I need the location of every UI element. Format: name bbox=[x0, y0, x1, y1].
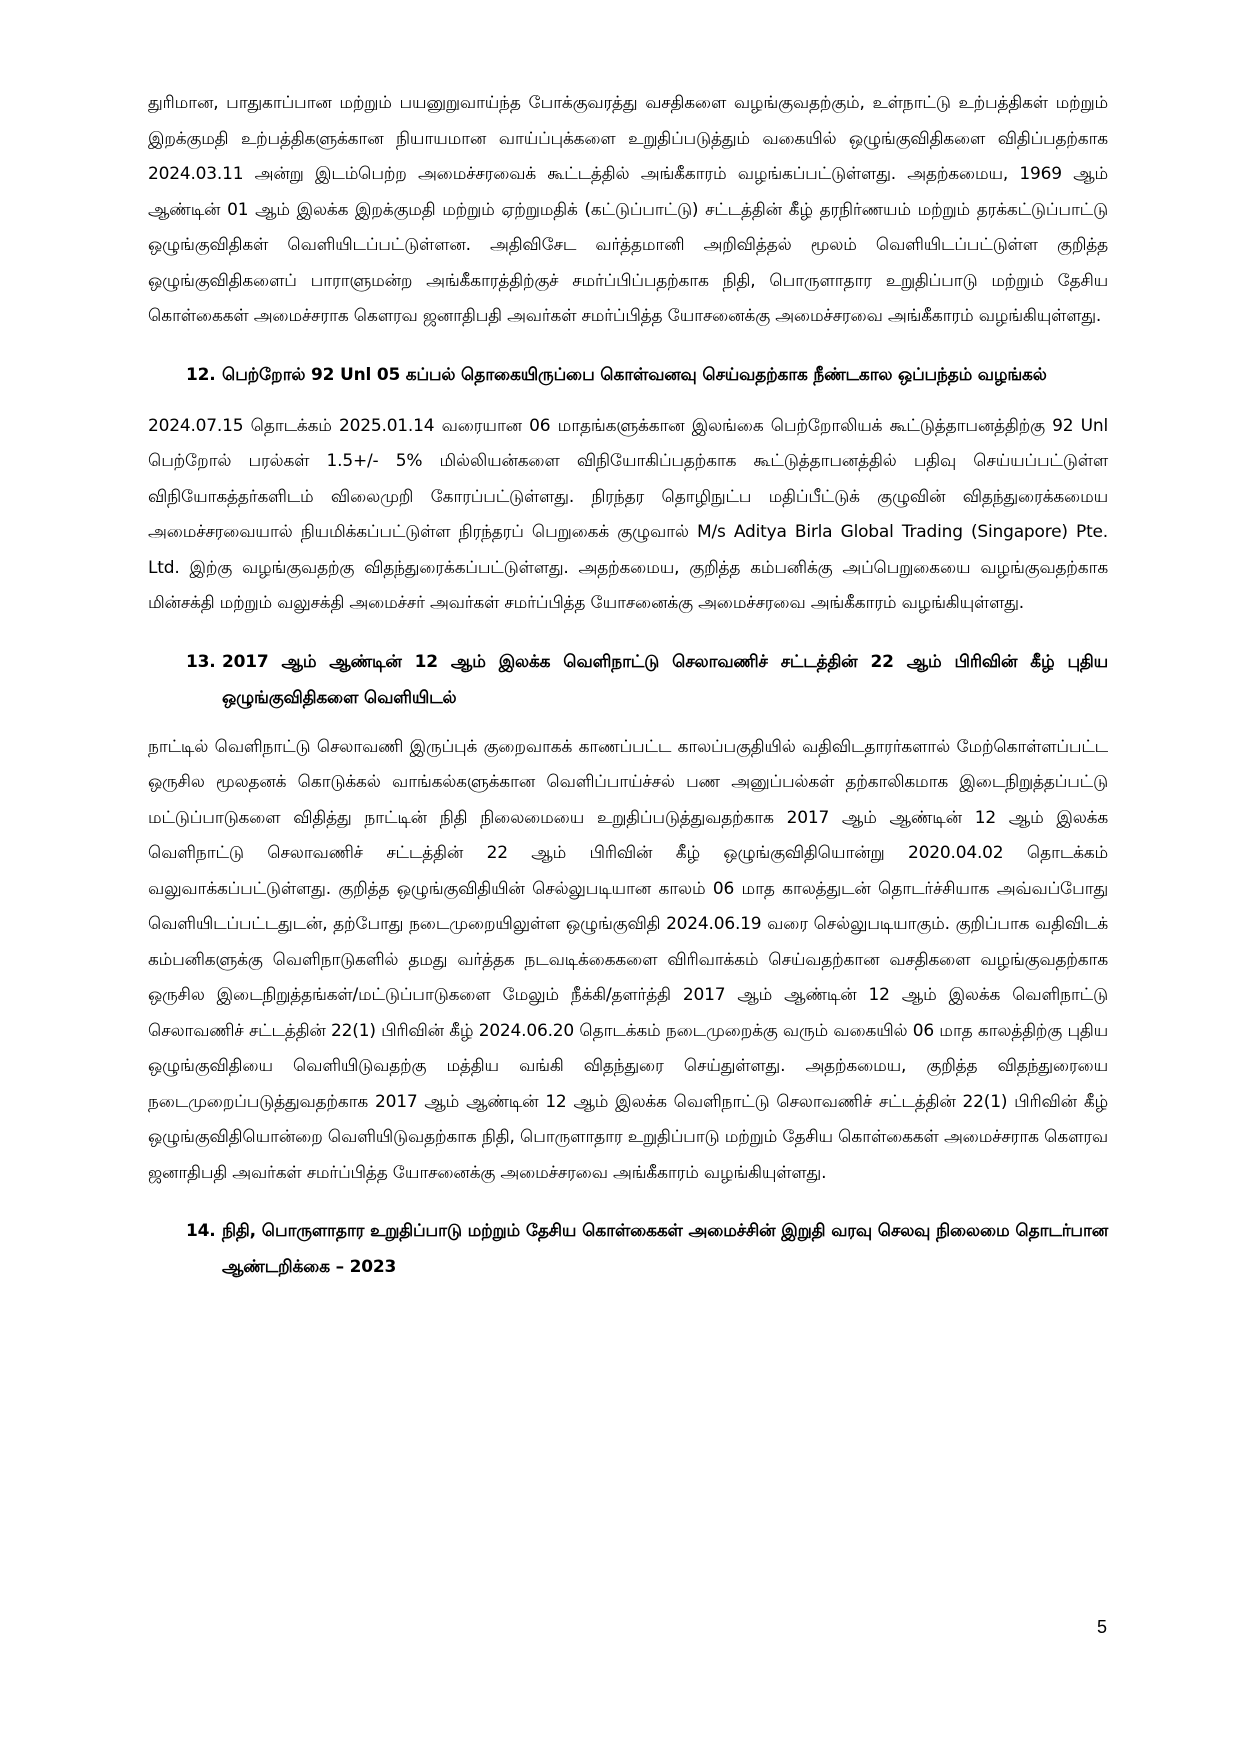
item-13-heading bbox=[148, 644, 1108, 716]
intro-paragraph: துரிமான, பாதுகாப்பான மற்றும் பயனுறுவாய்ந்த போக்குவரத்து வசதிகளை வழங்குவதற்கும், உள்நாட்டு உற்பத்திகள் மற்றும் இறக்குமதி உற்பத்திகளுக்கான நியாயமான வாய்ப்புக்களை உறுதிப்படுத்தும் வகையில் ஒழுங்குவிதிகளை விதிப்பதற்காக 2024.03.11 அன்று இடம்பெற்ற அமைச்சரவைக் கூட்டத்தில் அங்கீகாரம் வழங்கப்பட்டுள்ளது. அதற்கமைய, 1969 ஆம் ஆண்டின் 01 ஆம் இலக்க இறக்குமதி மற்றும் ஏற்றுமதிக் (கட்டுப்பாட்டு) சட்டத்தின் கீழ் தரநிர்ணயம் மற்றும் தரக்கட்டுப்பாட்டு ஒழுங்குவிதிகள் வெளியிடப்பட்டுள்ளன. அதிவிசேட வர்த்தமானி அறிவித்தல் மூலம் வெளியிடப்பட்டுள்ள குறித்த ஒழுங்குவிதிகளைப் பாராளுமன்ற அங்கீகாரத்திற்குச் சமர்ப்பிப்பதற்காக நிதி, பொருளாதார உறுதிப்பாடு மற்றும் தேசிய கொள்கைகள் அமைச்சராக கௌரவ ஜனாதிபதி அவர்கள் சமர்ப்பித்த யோசனைக்கு அமைச்சரவை அங்கீகாரம் வழங்கியுள்ளது. bbox=[148, 93, 1108, 326]
item-14-title: நிதி, பொருளாதார உறுதிப்பாடு மற்றும் தேசிய கொள்கைகள் அமைச்சின் இறுதி வரவு செலவு நிலைமை தொடர்பான ஆண்டறிக்கை – 2023 bbox=[222, 1221, 1108, 1277]
item-12-number: 12. bbox=[186, 364, 216, 385]
item-13-title: 2017 ஆம் ஆண்டின் 12 ஆம் இலக்க வெளிநாட்டு செலாவணிச் சட்டத்தின் 22 ஆம் பிரிவின் கீழ் புதிய ஒழுங்குவிதிகளை வெளியிடல் bbox=[222, 651, 1108, 708]
item-14-heading bbox=[148, 1213, 1108, 1285]
item-13-number: 13. bbox=[186, 651, 216, 672]
page-number: 5 bbox=[1097, 1617, 1108, 1637]
item-12-heading bbox=[148, 357, 1108, 393]
document-page bbox=[148, 86, 1108, 1285]
item-14-number: 14. bbox=[186, 1221, 216, 1241]
item-13-paragraph: நாட்டில் வெளிநாட்டு செலாவணி இருப்புக் குறைவாகக் காணப்பட்ட காலப்பகுதியில் வதிவிடதாரர்களால் மேற்கொள்ளப்பட்ட ஒருசில மூலதனக் கொடுக்கல் வாங்கல்களுக்கான வெளிப்பாய்ச்சல் பண அனுப்பல்கள் தற்காலிகமாக இடைநிறுத்தப்பட்டு மட்டுப்பாடுகளை விதித்து நாட்டின் நிதி நிலைமையை உறுதிப்படுத்துவதற்காக 2017 ஆம் ஆண்டின் 12 ஆம் இலக்க வெளிநாட்டு செலாவணிச் சட்டத்தின் 22 ஆம் பிரிவின் கீழ் ஒழுங்குவிதியொன்று 2020.04.02 தொடக்கம் வலுவாக்கப்பட்டுள்ளது. குறித்த ஒழுங்குவிதியின் செல்லுபடியான காலம் 06 மாத காலத்துடன் தொடர்ச்சியாக அவ்வப்போது வெளியிடப்பட்டதுடன், தற்போது நடைமுறையிலுள்ள ஒழுங்குவிதி 2024.06.19 வரை செல்லுபடியாகும். குறிப்பாக வதிவிடக் கம்பனிகளுக்கு வெளிநாடுகளில் தமது வர்த்தக நடவடிக்கைகளை விரிவாக்கம் செய்வதற்கான வசதிகளை வழங்குவதற்காக ஒருசில இடைநிறுத்தங்கள்/மட்டுப்பாடுகளை மேலும் நீக்கி/தளர்த்தி 2017 ஆம் ஆண்டின் 12 ஆம் இலக்க வெளிநாட்டு செலாவணிச் சட்டத்தின் 22(1) பிரிவின் கீழ் 2024.06.20 தொடக்கம் நடைமுறைக்கு வரும் வகையில் 06 மாத காலத்திற்கு புதிய ஒழுங்குவிதியை வெளியிடுவதற்கு மத்திய வங்கி விதந்துரை செய்துள்ளது. அதற்கமைய, குறித்த விதந்துரையை நடைமுறைப்படுத்துவதற்காக 2017 ஆம் ஆண்டின் 12 ஆம் இலக்க வெளிநாட்டு செலாவணிச் சட்டத்தின் 22(1) பிரிவின் கீழ் ஒழுங்குவிதியொன்றை வெளியிடுவதற்காக நிதி, பொருளாதார உறுதிப்பாடு மற்றும் தேசிய கொள்கைகள் அமைச்சராக கௌரவ ஜனாதிபதி அவர்கள் சமர்ப்பித்த யோசனைக்கு அமைச்சரவை அங்கீகாரம் வழங்கியுள்ளது. bbox=[148, 736, 1108, 1183]
item-12-title: பெற்றோல் 92 Unl 05 கப்பல் தொகையிருப்பை கொள்வனவு செய்வதற்காக நீண்டகால ஒப்பந்தம் வழங்கல் bbox=[222, 364, 1047, 385]
item-12-paragraph: 2024.07.15 தொடக்கம் 2025.01.14 வரையான 06 மாதங்களுக்கான இலங்கை பெற்றோலியக் கூட்டுத்தாபனத்திற்கு 92 Unl பெற்றோல் பரல்கள் 1.5+/- 5% மில்லியன்களை விநியோகிப்பதற்காக கூட்டுத்தாபனத்தில் பதிவு செய்யப்பட்டுள்ள விநியோகத்தர்களிடம் விலைமுறி கோரப்பட்டுள்ளது. நிரந்தர தொழிநுட்ப மதிப்பீட்டுக் குழுவின் விதந்துரைக்கமைய அமைச்சரவையால் நியமிக்கப்பட்டுள்ள நிரந்தரப் பெறுகைக் குழுவால் M/s Aditya Birla Global Trading (Singapore) Pte. Ltd. இற்கு வழங்குவதற்கு விதந்துரைக்கப்பட்டுள்ளது. அதற்கமைய, குறித்த கம்பனிக்கு அப்பெறுகையை வழங்குவதற்காக மின்சக்தி மற்றும் வலுசக்தி அமைச்சர் அவர்கள் சமர்ப்பித்த யோசனைக்கு அமைச்சரவை அங்கீகாரம் வழங்கியுள்ளது. bbox=[148, 415, 1108, 613]
